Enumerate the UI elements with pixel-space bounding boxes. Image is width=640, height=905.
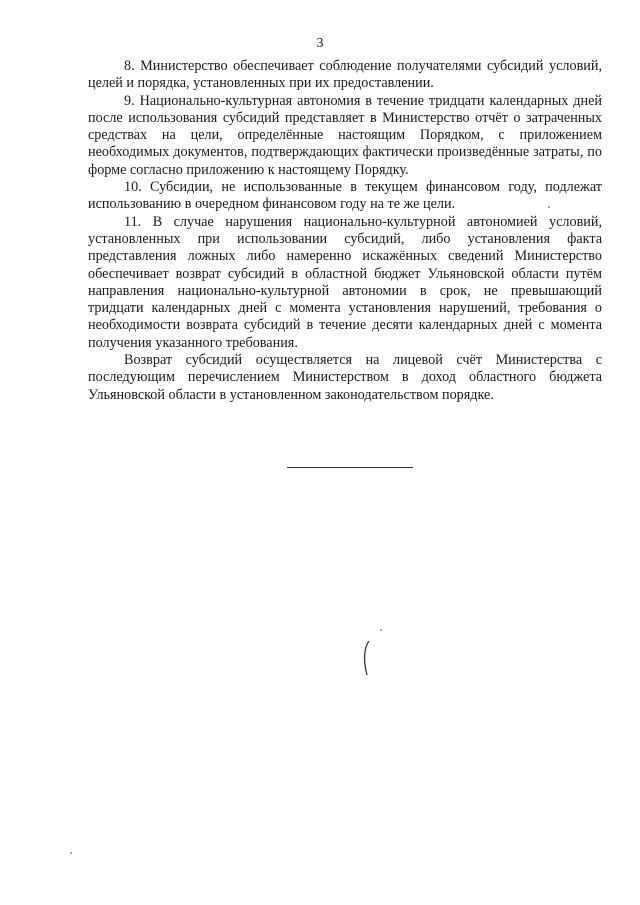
paragraph-item-8: 8. Министерство обеспечивает соблюдение получателями субсидий условий, целей и порядка, установленных при их предоставлении. <box>88 58 602 92</box>
scan-speck <box>70 852 72 854</box>
paragraph-item-10: 10. Субсидии, не использованные в текущем финансовом году, подлежат использованию в очередном финансовом году на те же цели. <box>88 179 602 213</box>
paragraph-refund: Возврат субсидий осуществляется на лицевой счёт Министерства с последующим перечислением Министерством в доход областного бюджета Ульяновской области в установленном законодательством порядке. <box>88 352 602 403</box>
paragraph-item-9: 9. Национально-культурная автономия в течение тридцати календарных дней после использования субсидий представляет в Министерство отчёт о затраченных средствах на цели, определённые настоящим Порядком, с приложением необходимых документов, подтверждающих фактически произведённые затраты, по форме согласно приложению к настоящему Порядку. <box>88 92 602 178</box>
paragraph-item-11: 11. В случае нарушения национально-культурной автономией условий, установленных при использовании субсидий, либо установления факта представления ложных либо намеренно искажённых сведений Министерство обеспечивает возврат субсидий в областной бюджет Ульяновской области путём направления национально-культурной автономии в срок, не превышающий тридцати календарных дней с момента установления нарушений, требования о необходимости возврата субсидий в течение десяти календарных дней с момента получения указанного требования. <box>88 213 602 351</box>
scan-speck <box>380 629 382 631</box>
end-divider-line <box>287 467 413 468</box>
page-number: 3 <box>316 36 324 51</box>
document-body <box>88 58 602 404</box>
scan-mark-icon <box>360 640 374 676</box>
scan-speck <box>548 206 550 208</box>
